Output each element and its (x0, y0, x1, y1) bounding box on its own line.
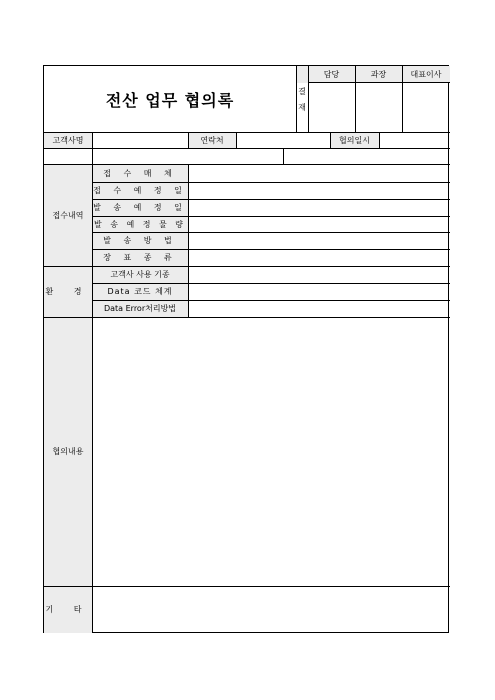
date-label: 협의일시 (339, 136, 370, 145)
approval-col-staff: 담당 (323, 69, 340, 79)
info-col-border-4 (283, 149, 284, 165)
etc-field[interactable] (93, 587, 450, 633)
reception-field-send-method[interactable] (189, 232, 450, 249)
environment-field-error[interactable] (189, 300, 450, 317)
environment-label: 환 경 (45, 287, 91, 296)
date-field[interactable] (380, 133, 450, 148)
etc-label: 기 타 (45, 605, 91, 614)
contact-label: 연락처 (200, 136, 224, 145)
environment-field-code[interactable] (189, 283, 450, 300)
reception-field-send-date[interactable] (189, 199, 450, 216)
page-title: 전산 업무 협의록 (105, 91, 235, 110)
approval-header-border (308, 82, 450, 83)
customer-field[interactable] (93, 133, 188, 148)
reception-field-form-type[interactable] (189, 249, 450, 266)
info-row-border (44, 148, 450, 149)
reception-item-send-method: 발 송 방 법 (103, 236, 177, 245)
reception-item-receipt-date: 접 수 예 정 일 (93, 186, 187, 195)
discussion-field[interactable] (93, 318, 450, 586)
consultation-form (43, 65, 449, 633)
approval-col-ceo: 대표이사 (410, 69, 442, 79)
reception-field-receipt-date[interactable] (189, 182, 450, 199)
reception-field-medium[interactable] (189, 165, 450, 182)
reception-field-send-volume[interactable] (189, 216, 450, 232)
approval-label-char-1: 결 (298, 86, 306, 96)
contact-field[interactable] (237, 133, 330, 148)
environment-item-error: Data Error처리방법 (103, 304, 177, 313)
reception-label: 접수내역 (52, 211, 84, 220)
reception-item-send-date: 발 송 예 정 일 (93, 203, 187, 212)
reception-item-form-type: 장 표 종 류 (103, 253, 177, 262)
reception-item-medium: 접 수 매 체 (103, 169, 177, 178)
approval-label (296, 66, 308, 133)
discussion-label: 협의내용 (52, 447, 84, 456)
customer-label: 고객사명 (52, 136, 84, 145)
environment-item-machine: 고객사 사용 기종 (110, 270, 170, 279)
approval-label-char-2: 재 (298, 102, 306, 112)
environment-item-code: Data 코드 체계 (107, 287, 173, 296)
approval-col-manager: 과장 (370, 69, 387, 79)
reception-item-send-volume: 발 송 예 정 물 량 (93, 219, 187, 229)
environment-field-machine[interactable] (189, 266, 450, 283)
